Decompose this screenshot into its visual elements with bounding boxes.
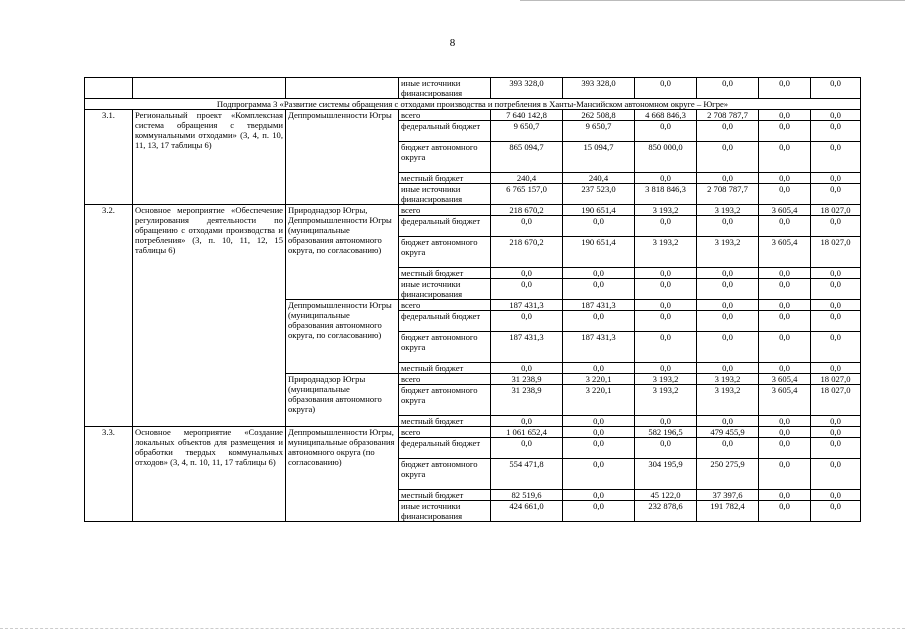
- funding-value: 0,0: [811, 268, 861, 279]
- funding-value: 393 328,0: [491, 78, 563, 99]
- funding-value: 0,0: [759, 490, 811, 501]
- funding-value: 0,0: [635, 311, 697, 332]
- funding-value: 218 670,2: [491, 205, 563, 216]
- funding-value: 0,0: [811, 363, 861, 374]
- funding-value: 0,0: [697, 121, 759, 142]
- funding-value: 393 328,0: [563, 78, 635, 99]
- funding-value: 0,0: [697, 173, 759, 184]
- funding-source: бюджет автономного округа: [399, 142, 491, 173]
- funding-value: 0,0: [635, 416, 697, 427]
- funding-value: 0,0: [811, 501, 861, 522]
- funding-value: 0,0: [563, 268, 635, 279]
- funding-value: 0,0: [697, 438, 759, 459]
- funding-value: 4 668 846,3: [635, 110, 697, 121]
- funding-value: 0,0: [563, 311, 635, 332]
- table-row: [85, 110, 861, 121]
- subprogram-row: [85, 99, 861, 110]
- funding-source: бюджет автономного округа: [399, 459, 491, 490]
- funding-value: 191 782,4: [697, 501, 759, 522]
- funding-value: 2 708 787,7: [697, 110, 759, 121]
- funding-value: 0,0: [697, 311, 759, 332]
- funding-value: 0,0: [563, 416, 635, 427]
- group-executor: Деппромышленности Югры (муниципальные образования автономного округа, по согласованию): [286, 300, 399, 374]
- funding-value: 865 094,7: [491, 142, 563, 173]
- funding-value: 0,0: [759, 427, 811, 438]
- funding-value: 424 661,0: [491, 501, 563, 522]
- item-executor: Деппромышленности Югры, муниципальные образования автономного округа (по согласованию): [286, 427, 399, 522]
- funding-source: бюджет автономного округа: [399, 237, 491, 268]
- funding-value: 240,4: [563, 173, 635, 184]
- funding-value: 0,0: [635, 438, 697, 459]
- funding-value: 0,0: [811, 78, 861, 99]
- funding-value: 0,0: [697, 416, 759, 427]
- funding-value: 3 605,4: [759, 374, 811, 385]
- funding-value: 0,0: [759, 363, 811, 374]
- funding-source: всего: [399, 205, 491, 216]
- funding-value: 0,0: [491, 416, 563, 427]
- scan-edge-bottom: [0, 628, 905, 629]
- funding-value: 0,0: [635, 78, 697, 99]
- funding-value: 3 605,4: [759, 385, 811, 416]
- funding-value: 3 193,2: [635, 374, 697, 385]
- funding-value: 18 027,0: [811, 374, 861, 385]
- funding-value: 0,0: [811, 438, 861, 459]
- funding-value: 9 650,7: [491, 121, 563, 142]
- funding-value: 0,0: [811, 416, 861, 427]
- item-name: Региональный проект «Комплексная система обращения с твердыми коммунальными отходами» (3, 4, п. 10, 11, 13, 17 таблицы 6): [133, 110, 286, 205]
- funding-value: 1 061 652,4: [491, 427, 563, 438]
- funding-value: 0,0: [759, 416, 811, 427]
- funding-value: 0,0: [491, 438, 563, 459]
- funding-value: 0,0: [759, 268, 811, 279]
- funding-value: 237 523,0: [563, 184, 635, 205]
- funding-value: 0,0: [811, 459, 861, 490]
- funding-source: иные источники финансирования: [399, 279, 491, 300]
- funding-value: 0,0: [697, 216, 759, 237]
- funding-value: 0,0: [759, 501, 811, 522]
- funding-value: 0,0: [811, 110, 861, 121]
- funding-source: федеральный бюджет: [399, 216, 491, 237]
- funding-value: 0,0: [635, 173, 697, 184]
- funding-value: 0,0: [563, 490, 635, 501]
- funding-value: 0,0: [759, 142, 811, 173]
- funding-value: 7 640 142,8: [491, 110, 563, 121]
- funding-value: 0,0: [563, 501, 635, 522]
- item-executor: Деппромышленности Югры: [286, 110, 399, 205]
- funding-value: 0,0: [491, 311, 563, 332]
- funding-value: 3 193,2: [697, 374, 759, 385]
- funding-value: 0,0: [759, 78, 811, 99]
- funding-value: 3 818 846,3: [635, 184, 697, 205]
- item-name: Основное мероприятие «Обеспечение регулирования деятельности по обращению с отходами производства и потребления» (3, п. 10, 11, 12, 15 таблицы 6): [133, 205, 286, 427]
- financing-table: [84, 77, 861, 522]
- funding-value: 9 650,7: [563, 121, 635, 142]
- funding-source: бюджет автономного округа: [399, 332, 491, 363]
- funding-source: всего: [399, 110, 491, 121]
- funding-value: 0,0: [811, 142, 861, 173]
- funding-value: 0,0: [811, 279, 861, 300]
- funding-value: 0,0: [811, 490, 861, 501]
- funding-value: 15 094,7: [563, 142, 635, 173]
- funding-value: 0,0: [759, 332, 811, 363]
- funding-value: 0,0: [563, 438, 635, 459]
- funding-source: бюджет автономного округа: [399, 385, 491, 416]
- funding-source: всего: [399, 427, 491, 438]
- subprogram-title: Подпрограмма 3 «Развитие системы обращения с отходами производства и потребления в Ханты-Мансийском автономном округе – Югре»: [85, 99, 861, 110]
- funding-source: местный бюджет: [399, 490, 491, 501]
- funding-source: иные источники финансирования: [399, 501, 491, 522]
- funding-value: 232 878,6: [635, 501, 697, 522]
- funding-value: 3 193,2: [635, 205, 697, 216]
- funding-value: 0,0: [811, 216, 861, 237]
- funding-value: 0,0: [491, 216, 563, 237]
- funding-value: 0,0: [697, 268, 759, 279]
- funding-value: 0,0: [811, 427, 861, 438]
- funding-source: иные источники финансирования: [399, 184, 491, 205]
- funding-value: 850 000,0: [635, 142, 697, 173]
- funding-value: 190 651,4: [563, 237, 635, 268]
- funding-value: 0,0: [759, 173, 811, 184]
- funding-value: 0,0: [635, 216, 697, 237]
- funding-value: 0,0: [811, 184, 861, 205]
- funding-value: 0,0: [811, 173, 861, 184]
- funding-value: 0,0: [563, 459, 635, 490]
- funding-source: иные источники финансирования: [399, 78, 491, 99]
- funding-value: 0,0: [759, 300, 811, 311]
- group-executor: Природнадзор Югры (муниципальные образования автономного округа): [286, 374, 399, 427]
- funding-source: местный бюджет: [399, 363, 491, 374]
- funding-value: 0,0: [697, 300, 759, 311]
- funding-value: 0,0: [491, 268, 563, 279]
- funding-value: 3 193,2: [697, 237, 759, 268]
- funding-value: 0,0: [759, 459, 811, 490]
- funding-value: 0,0: [635, 363, 697, 374]
- funding-value: 0,0: [563, 363, 635, 374]
- funding-value: 187 431,3: [491, 332, 563, 363]
- funding-value: 0,0: [759, 311, 811, 332]
- funding-value: 304 195,9: [635, 459, 697, 490]
- funding-value: 6 765 157,0: [491, 184, 563, 205]
- group-executor: Природнадзор Югры, Деппромышленности Югры (муниципальные образования автономного округа, по согласованию): [286, 205, 399, 300]
- funding-value: 18 027,0: [811, 237, 861, 268]
- funding-value: 187 431,3: [491, 300, 563, 311]
- scan-edge-top: [520, 0, 905, 1]
- funding-value: 0,0: [491, 363, 563, 374]
- funding-value: 18 027,0: [811, 385, 861, 416]
- funding-value: 0,0: [491, 279, 563, 300]
- item-name: Основное мероприятие «Создание локальных объектов для размещения и обработки твердых коммунальных отходов» (3, 4, п. 10, 11, 17 таблицы 6): [133, 427, 286, 522]
- table-row: [85, 205, 861, 216]
- empty-cell: [133, 78, 286, 99]
- funding-value: 0,0: [759, 110, 811, 121]
- funding-value: 240,4: [491, 173, 563, 184]
- funding-source: местный бюджет: [399, 268, 491, 279]
- funding-value: 2 708 787,7: [697, 184, 759, 205]
- funding-value: 262 508,8: [563, 110, 635, 121]
- funding-value: 0,0: [759, 279, 811, 300]
- funding-value: 0,0: [811, 332, 861, 363]
- funding-value: 3 605,4: [759, 237, 811, 268]
- funding-value: 0,0: [563, 427, 635, 438]
- funding-value: 0,0: [635, 268, 697, 279]
- table-row: [85, 427, 861, 438]
- funding-source: местный бюджет: [399, 173, 491, 184]
- funding-value: 0,0: [697, 279, 759, 300]
- funding-value: 0,0: [759, 184, 811, 205]
- funding-value: 37 397,6: [697, 490, 759, 501]
- funding-value: 0,0: [635, 279, 697, 300]
- funding-value: 0,0: [759, 438, 811, 459]
- funding-value: 3 220,1: [563, 374, 635, 385]
- funding-value: 45 122,0: [635, 490, 697, 501]
- funding-source: федеральный бюджет: [399, 121, 491, 142]
- funding-value: 3 193,2: [697, 205, 759, 216]
- funding-value: 554 471,8: [491, 459, 563, 490]
- funding-value: 218 670,2: [491, 237, 563, 268]
- funding-value: 250 275,9: [697, 459, 759, 490]
- funding-value: 82 519,6: [491, 490, 563, 501]
- funding-source: федеральный бюджет: [399, 311, 491, 332]
- funding-value: 190 651,4: [563, 205, 635, 216]
- funding-source: всего: [399, 374, 491, 385]
- table-row: [85, 78, 861, 99]
- funding-value: 0,0: [635, 332, 697, 363]
- funding-value: 479 455,9: [697, 427, 759, 438]
- funding-value: 0,0: [563, 279, 635, 300]
- empty-cell: [286, 78, 399, 99]
- funding-value: 0,0: [635, 300, 697, 311]
- funding-value: 0,0: [697, 142, 759, 173]
- funding-value: 0,0: [811, 121, 861, 142]
- item-number: 3.3.: [85, 427, 133, 522]
- funding-value: 0,0: [697, 78, 759, 99]
- item-number: 3.1.: [85, 110, 133, 205]
- funding-value: 0,0: [635, 121, 697, 142]
- funding-value: 0,0: [697, 332, 759, 363]
- funding-value: 187 431,3: [563, 332, 635, 363]
- funding-value: 0,0: [759, 121, 811, 142]
- funding-value: 187 431,3: [563, 300, 635, 311]
- item-number: 3.2.: [85, 205, 133, 427]
- funding-value: 0,0: [563, 216, 635, 237]
- funding-value: 0,0: [811, 311, 861, 332]
- funding-value: 0,0: [759, 216, 811, 237]
- page-number: 8: [449, 37, 456, 49]
- funding-value: 3 193,2: [635, 237, 697, 268]
- funding-value: 31 238,9: [491, 385, 563, 416]
- funding-value: 31 238,9: [491, 374, 563, 385]
- funding-value: 3 193,2: [697, 385, 759, 416]
- funding-value: 3 605,4: [759, 205, 811, 216]
- funding-value: 18 027,0: [811, 205, 861, 216]
- funding-value: 3 220,1: [563, 385, 635, 416]
- funding-source: всего: [399, 300, 491, 311]
- empty-cell: [85, 78, 133, 99]
- funding-value: 0,0: [697, 363, 759, 374]
- funding-value: 582 196,5: [635, 427, 697, 438]
- funding-source: федеральный бюджет: [399, 438, 491, 459]
- funding-source: местный бюджет: [399, 416, 491, 427]
- funding-value: 0,0: [811, 300, 861, 311]
- funding-value: 3 193,2: [635, 385, 697, 416]
